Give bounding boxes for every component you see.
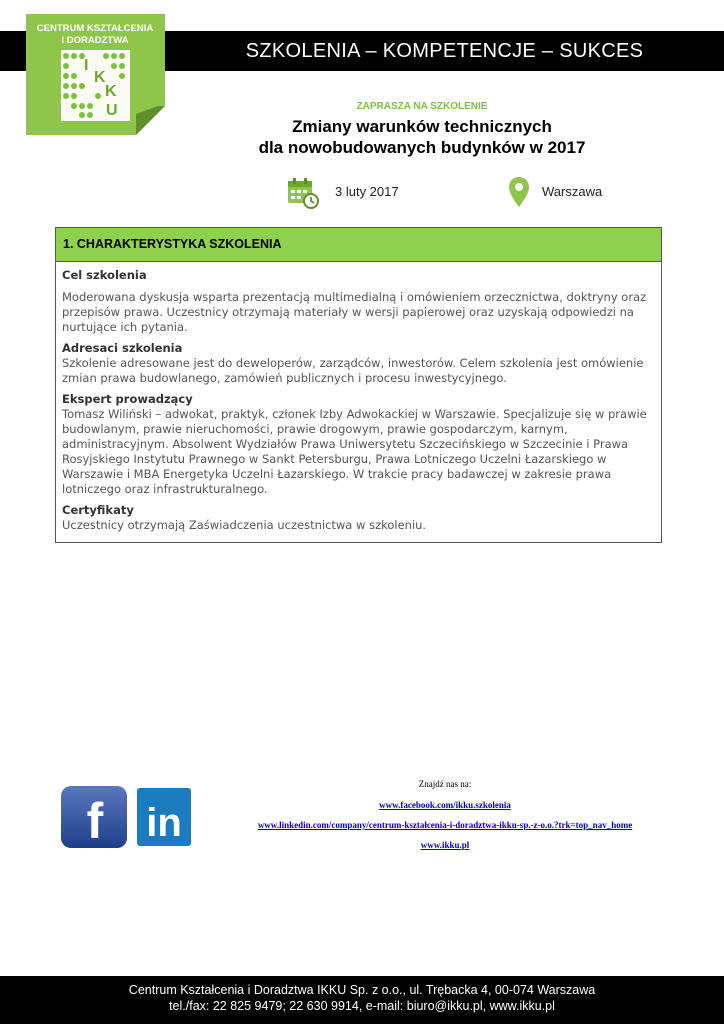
facebook-letter: f <box>86 793 104 848</box>
location-pin-icon <box>508 176 530 212</box>
training-place: Warszawa <box>542 184 603 199</box>
audience-heading: Adresaci szkolenia <box>62 341 183 355</box>
title-line-2: dla nowobudowanych budynków w 2017 <box>258 138 586 157</box>
training-title <box>165 116 679 158</box>
linkedin-link[interactable]: www.linkedin.com/company/centrum-kształcenia-i-doradztwa-ikku-sp.-z-o.o.?trk=top_nav_home <box>257 820 633 830</box>
training-details-box <box>55 227 662 543</box>
linkedin-icon[interactable] <box>137 788 191 850</box>
section-heading: 1. CHARAKTERYSTYKA SZKOLENIA <box>56 228 661 262</box>
footer-address: Centrum Kształcenia i Doradztwa IKKU Sp. z o.o., ul. Trębacka 4, 00-074 Warszawa <box>128 983 596 997</box>
invite-label: ZAPRASZA NA SZKOLENIE <box>356 101 488 112</box>
certificates-text: Uczestnicy otrzymają Zaświadczenia uczestnictwa w szkoleniu. <box>62 518 427 532</box>
logo-line2: I DORADZTWA <box>61 35 129 46</box>
goal-heading: Cel szkolenia <box>62 268 147 282</box>
header-slogan: SZKOLENIA – KOMPETENCJE – SUKCES <box>245 40 644 62</box>
expert-heading: Ekspert prowadzący <box>62 392 193 406</box>
logo-line1: CENTRUM KSZTAŁCENIA <box>36 23 154 34</box>
logo-letter-4: U <box>106 102 118 119</box>
footer-bar <box>0 976 724 1024</box>
logo-letter-3: K <box>105 83 117 100</box>
expert-text: Tomasz Wiliński – adwokat, praktyk, członek Izby Adwokackiej w Warszawie. Specjalizuje się w prawie budowlanym, prawie nieruchomości, prawie drogowym, prawie gospodarczym, karnym, administracyjnym. Absolwent Wydziałów Prawa Uniwersytetu Szczecińskiego w Szczecinie i Prawa Rosyjskiego Instytutu Prawnego w Sankt Petersburgu, Prawa Lotniczego Uczelni Łazarskiego w Warszawie i MBA Energetyka Uczelni Łazarskiego. W trakcie pracy badawczej w zakresie prawa lotniczego oraz infrastrukturalnego. <box>62 407 647 496</box>
training-date: 3 luty 2017 <box>335 184 399 199</box>
footer-contact: tel./fax: 22 825 9479; 22 630 9914, e-mail: biuro@ikku.pl, www.ikku.pl <box>169 999 555 1013</box>
social-links <box>230 779 660 860</box>
company-logo <box>26 14 165 135</box>
linkedin-letters: in <box>146 801 182 845</box>
audience-text: Szkolenie adresowane jest do deweloperów, zarządców, inwestorów. Celem szkolenia jest omówienie zmian prawa budowlanego, zamówień publicznych i procesu inwestycyjnego. <box>62 356 644 385</box>
facebook-icon[interactable] <box>61 786 127 852</box>
facebook-link[interactable]: www.facebook.com/ikku.szkolenia <box>379 800 511 810</box>
logo-letter-2: K <box>94 69 106 86</box>
website-link[interactable]: www.ikku.pl <box>420 840 470 850</box>
calendar-clock-icon <box>287 177 319 213</box>
certificates-heading: Certyfikaty <box>62 503 134 517</box>
logo-letter-1: I <box>84 57 89 74</box>
find-us-label: Znajdź nas na: <box>418 779 472 789</box>
title-line-1: Zmiany warunków technicznych <box>292 117 552 136</box>
goal-text: Moderowana dyskusja wsparta prezentacją multimedialną i omówieniem orzecznictwa, doktryny oraz przepisów prawa. Uczestnicy otrzymają materiały w wersji papierowej oraz uzyskają odpowiedzi na nurtujące ich pytania. <box>62 290 647 334</box>
